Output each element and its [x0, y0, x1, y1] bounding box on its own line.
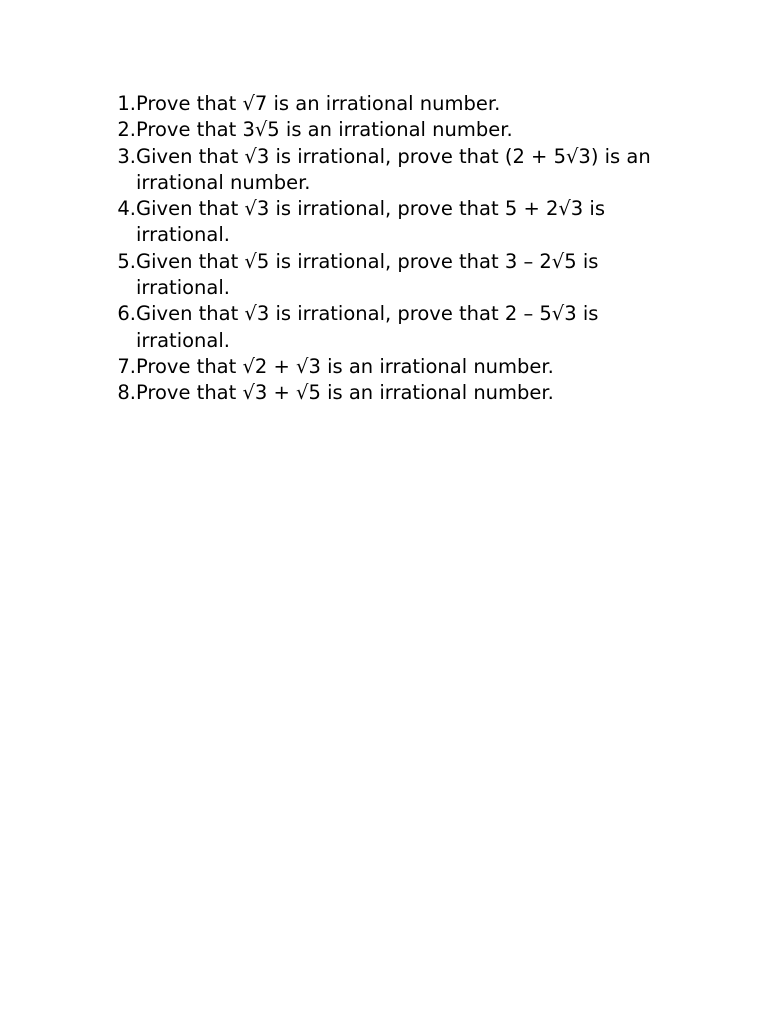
question-text: Prove that 3√5 is an irrational number.: [136, 118, 513, 142]
question-item-7: [110, 354, 670, 380]
question-number: 1.: [117, 92, 136, 115]
question-item-4: [110, 196, 670, 249]
question-item-5: [110, 249, 670, 302]
question-text: Prove that √3 + √5 is an irrational number.: [136, 381, 554, 405]
question-number: 5.: [117, 249, 136, 273]
question-text: Prove that √2 + √3 is an irrational number.: [136, 354, 554, 378]
question-number: 6.: [117, 302, 136, 326]
question-item-2: [110, 117, 670, 143]
question-list: [110, 91, 670, 407]
question-text: Given that √3 is irrational, prove that 2 – 5√3 is irrational.: [136, 302, 599, 352]
question-text: Given that √5 is irrational, prove that 3 – 2√5 is irrational.: [136, 249, 599, 300]
question-text: Given that √3 is irrational, prove that (2 + 5√3) is an irrational number.: [136, 144, 651, 194]
question-number: 2.: [117, 118, 136, 142]
question-item-1: [110, 91, 670, 117]
question-text: Given that √3 is irrational, prove that 5 + 2√3 is irrational.: [136, 197, 605, 247]
question-number: 4.: [117, 197, 136, 221]
question-number: 3.: [117, 144, 136, 168]
question-item-6: [110, 301, 670, 354]
question-text: Prove that √7 is an irrational number.: [136, 92, 501, 115]
question-number: 8.: [117, 381, 136, 405]
question-item-3: [110, 144, 670, 197]
question-item-8: [110, 380, 670, 406]
question-number: 7.: [117, 354, 136, 378]
